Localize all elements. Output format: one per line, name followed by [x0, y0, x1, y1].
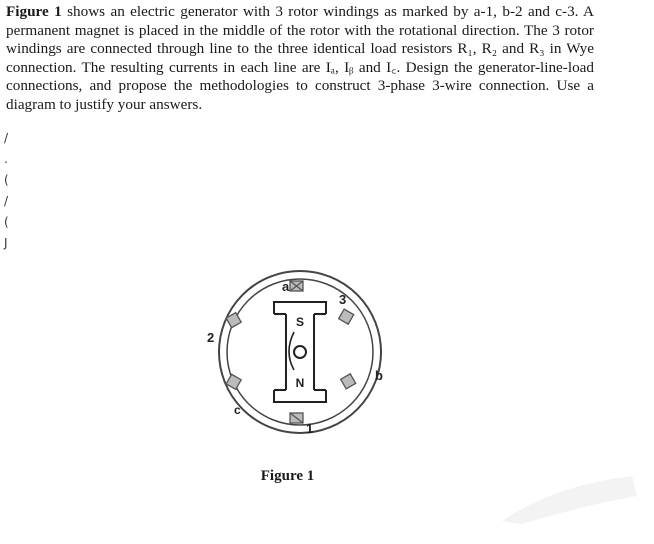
figure-reference: Figure 1 [6, 3, 62, 20]
winding-slot-3 [339, 309, 354, 324]
winding-slot-a [290, 281, 303, 291]
winding-label-1: 1 [306, 421, 314, 436]
winding-label-2: 2 [207, 330, 215, 345]
winding-slot-1 [290, 413, 303, 423]
rotor-shaft [294, 346, 306, 358]
winding-label-3: 3 [339, 292, 347, 307]
pole-label-south: S [295, 315, 305, 329]
winding-slot-b [341, 374, 356, 389]
stator-inner-ring [227, 279, 373, 425]
generator-diagram [190, 262, 410, 442]
winding-label-b: b [375, 368, 383, 383]
margin-marks: / . ( / ( J [4, 131, 9, 250]
problem-statement [6, 3, 594, 115]
winding-slot-c [226, 374, 241, 389]
scan-smudge [492, 466, 642, 526]
pole-label-north: N [295, 376, 305, 390]
figure-caption: Figure 1 [260, 468, 315, 484]
stator-outer-ring [219, 271, 381, 433]
problem-text: shows an electric generator with 3 rotor windings as marked by a-1, b-2 and c-3. A permanent magnet is placed in the middle of the rotor with the rotational direction. The 3 rotor windings are connected through line to the three identical load resistors R₁, R₂ and R₃ in Wye connection. The resulting currents in each line are Iₐ, Iᵦ and I꜀. Design the generator-line-load connections, and propose the methodologies to construct 3-phase 3-wire connection. Use a diagram to justify your answers. [6, 3, 594, 113]
winding-label-c: c [234, 403, 241, 417]
winding-label-a: a [282, 279, 290, 294]
